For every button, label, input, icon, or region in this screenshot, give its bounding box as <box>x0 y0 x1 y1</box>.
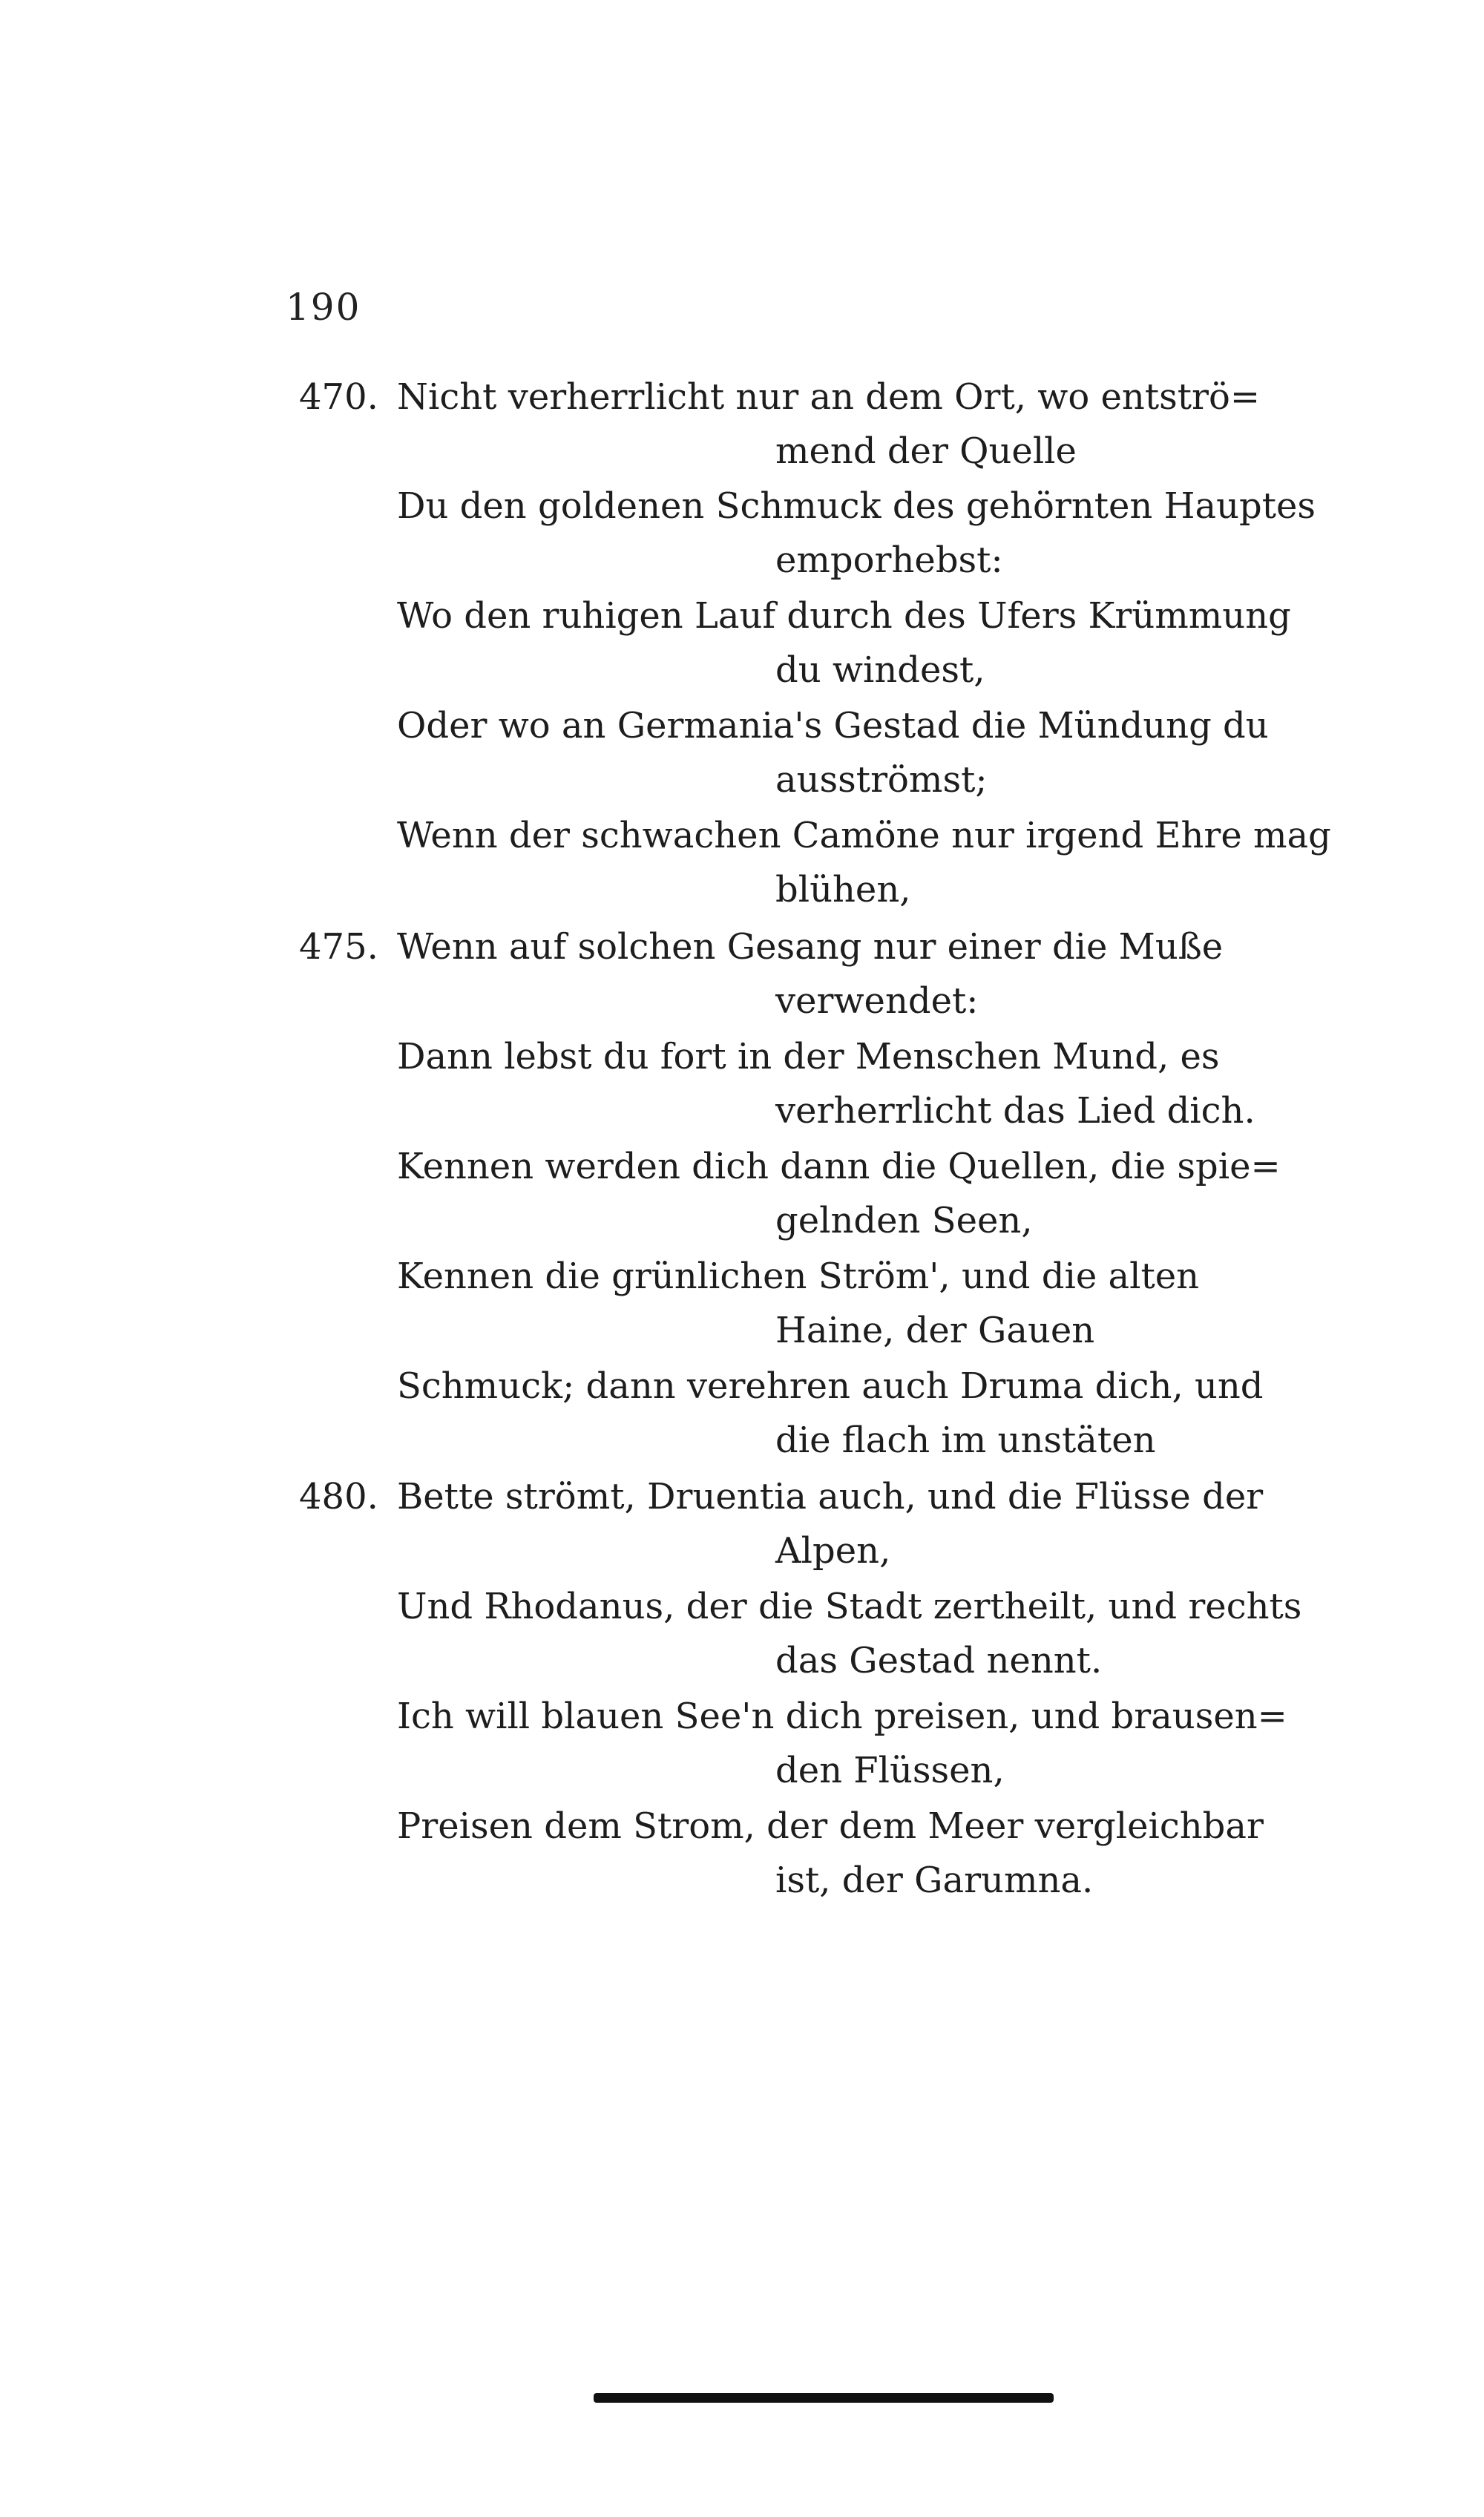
verse-line: Wenn auf solchen Gesang nur einer die Muße <box>397 926 1224 968</box>
verse-line: Kennen die grünlichen Ström', und die alten <box>397 1256 1200 1297</box>
verse-continuation: das Gestad nennt. <box>775 1640 1103 1681</box>
verse-line: Du den goldenen Schmuck des gehörnten Hauptes <box>397 485 1316 527</box>
verse-line: Ich will blauen See'n dich preisen, und brausen= <box>397 1696 1287 1737</box>
verse-continuation: ist, der Garumna. <box>775 1860 1094 1901</box>
verse-continuation: verwendet: <box>775 980 979 1022</box>
verse-continuation: Haine, der Gauen <box>775 1310 1095 1351</box>
verse-continuation: den Flüssen, <box>775 1750 1005 1791</box>
verse-continuation: ausströmst; <box>775 759 988 801</box>
verse-continuation: die flach im unstäten <box>775 1420 1156 1461</box>
verse-line: Und Rhodanus, der die Stadt zertheilt, und rechts <box>397 1586 1302 1627</box>
verse-line: Dann lebst du fort in der Menschen Mund, es <box>397 1036 1220 1077</box>
line-number: 470. <box>299 376 378 418</box>
verse-continuation: emporhebst: <box>775 539 1003 581</box>
verse-continuation: Alpen, <box>775 1530 891 1572</box>
line-number: 475. <box>299 926 378 968</box>
section-divider <box>594 2393 1054 2403</box>
line-number: 480. <box>299 1476 378 1517</box>
verse-line: Oder wo an Germania's Gestad die Mündung du <box>397 705 1269 746</box>
verse-line: Preisen dem Strom, der dem Meer vergleichbar <box>397 1805 1264 1847</box>
verse-line: Kennen werden dich dann die Quellen, die spie= <box>397 1146 1281 1187</box>
verse-continuation: blühen, <box>775 869 911 910</box>
verse-continuation: verherrlicht das Lied dich. <box>775 1090 1255 1132</box>
verse-line: Schmuck; dann verehren auch Druma dich, und <box>397 1365 1264 1407</box>
verse-continuation: mend der Quelle <box>775 430 1077 472</box>
verse-line: Nicht verherrlicht nur an dem Ort, wo entströ= <box>397 376 1261 418</box>
verse-continuation: gelnden Seen, <box>775 1200 1033 1241</box>
verse-continuation: du windest, <box>775 649 985 691</box>
verse-line: Bette strömt, Druentia auch, und die Flüsse der <box>397 1476 1264 1517</box>
verse-line: Wo den ruhigen Lauf durch des Ufers Krümmung <box>397 595 1291 637</box>
verse-line: Wenn der schwachen Camöne nur irgend Ehre mag <box>397 815 1331 856</box>
page-number: 190 <box>286 286 361 329</box>
